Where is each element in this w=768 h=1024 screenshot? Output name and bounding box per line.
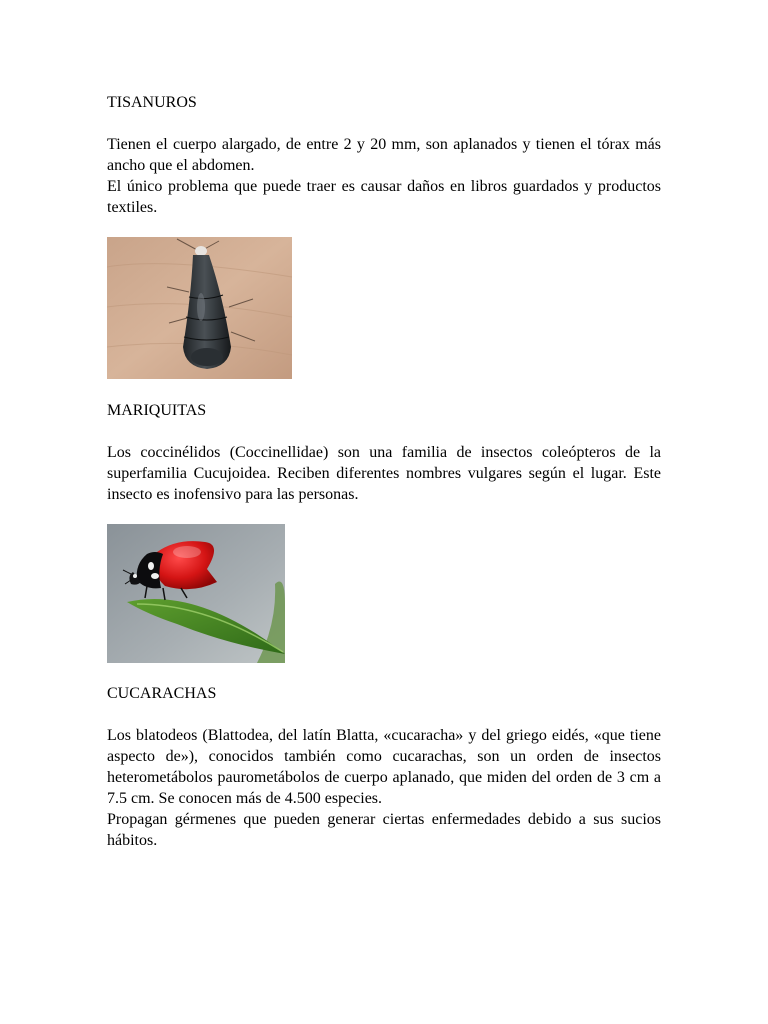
ladybug-photo xyxy=(107,524,285,663)
paragraph: Propagan gérmenes que pueden generar ciertas enfermedades debido a sus sucios hábitos. xyxy=(107,811,661,849)
paragraph: Tienen el cuerpo alargado, de entre 2 y 20 mm, son aplanados y tienen el tórax más ancho que el abdomen. xyxy=(107,136,661,174)
section-body-tisanuros xyxy=(107,134,661,218)
section-title-cucarachas: CUCARACHAS xyxy=(107,685,217,702)
paragraph: Los blatodeos (Blattodea, del latín Blatta, «cucaracha» y del griego eidés, «que tiene aspecto de»), conocidos también como cucarachas, son un orden de insectos heterometábolos paurometábolos de cuerpo aplanado, que miden del orden de 3 cm a 7.5 cm. Se conocen más de 4.500 especies. xyxy=(107,727,661,807)
section-title-tisanuros: TISANUROS xyxy=(107,94,197,111)
section-body-cucarachas xyxy=(107,725,661,851)
paragraph: El único problema que puede traer es causar daños en libros guardados y productos textiles. xyxy=(107,178,661,216)
paragraph: Los coccinélidos (Coccinellidae) son una familia de insectos coleópteros de la superfamilia Cucujoidea. Reciben diferentes nombres vulgares según el lugar. Este insecto es inofensivo para las personas. xyxy=(107,444,661,503)
silverfish-image xyxy=(107,237,292,379)
section-body-mariquitas xyxy=(107,442,661,505)
silverfish-photo xyxy=(107,237,292,379)
section-title-mariquitas: MARIQUITAS xyxy=(107,402,207,419)
ladybug-image xyxy=(107,524,285,663)
